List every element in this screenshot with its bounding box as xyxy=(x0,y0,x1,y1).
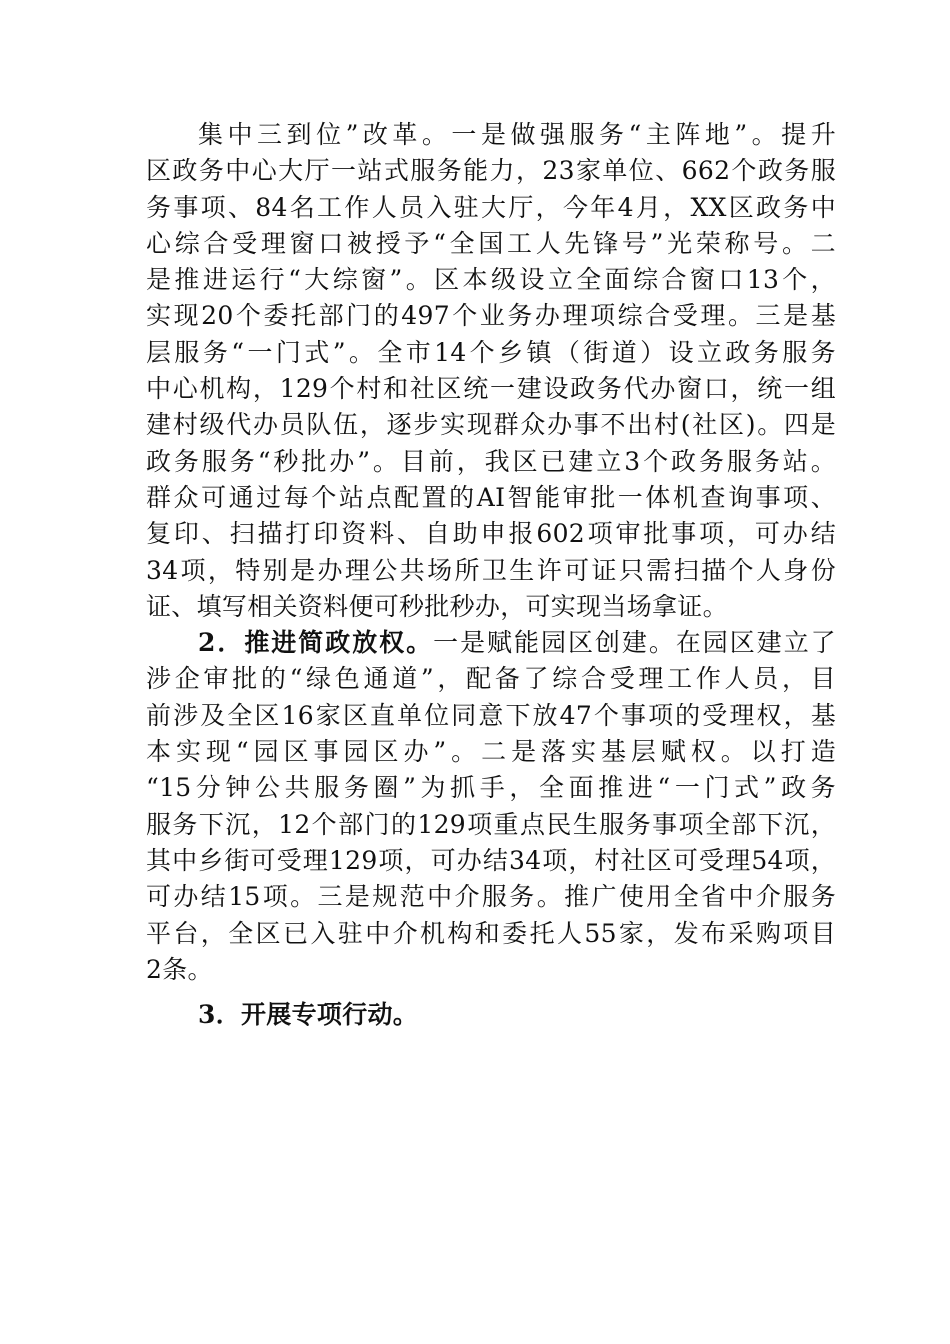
paragraph-1 xyxy=(146,117,836,625)
paragraph-line: 平台，全区已入驻中介机构和委托人55家，发布采购项目 xyxy=(146,918,836,948)
paragraph-line: 服务下沉，12个部门的129项重点民生服务事项全部下沉， xyxy=(146,809,836,839)
paragraph-line: 前涉及全区16家区直单位同意下放47个事项的受理权，基 xyxy=(146,700,836,730)
paragraph-line: 中心机构，129个村和社区统一建设政务代办窗口，统一组 xyxy=(146,374,836,404)
section-heading: 2．推进简政放权。 xyxy=(198,628,434,658)
paragraph-line: “15分钟公共服务圈”为抓手，全面推进“一门式”政务 xyxy=(146,773,836,803)
paragraph-2 xyxy=(146,625,836,988)
paragraph-3 xyxy=(146,997,836,1033)
paragraph-line: 层服务“一门式”。全市14个乡镇（街道）设立政务服务 xyxy=(146,337,836,367)
paragraph-line: 群众可通过每个站点配置的AI智能审批一体机查询事项、 xyxy=(146,482,836,512)
paragraph-line: 务事项、84名工作人员入驻大厅，今年4月，XX区政务中 xyxy=(146,192,836,222)
paragraph-line: 涉企审批的“绿色通道”，配备了综合受理工作人员，目 xyxy=(146,664,836,694)
paragraph-line: 心综合受理窗口被授予“全国工人先锋号”光荣称号。二 xyxy=(146,228,836,258)
paragraph-line: 其中乡街可受理129项，可办结34项，村社区可受理54项， xyxy=(146,845,836,875)
document-page xyxy=(146,117,836,1033)
paragraph-line: 证、填写相关资料便可秒批秒办，可实现当场拿证。 xyxy=(146,591,728,621)
paragraph-line: 可办结15项。三是规范中介服务。推广使用全省中介服务 xyxy=(146,882,836,912)
paragraph-line: 建村级代办员队伍，逐步实现群众办事不出村(社区)。四是 xyxy=(146,410,836,440)
paragraph-line: 是推进运行“大综窗”。区本级设立全面综合窗口13个， xyxy=(146,265,836,295)
paragraph-line: 政务服务“秒批办”。目前，我区已建立3个政务服务站。 xyxy=(146,446,836,476)
paragraph-line: 34项，特别是办理公共场所卫生许可证只需扫描个人身份 xyxy=(146,555,836,585)
paragraph-line: 集中三到位”改革。一是做强服务“主阵地”。提升 xyxy=(198,120,836,149)
paragraph-line: 实现20个委托部门的497个业务办理项综合受理。三是基 xyxy=(146,301,836,331)
paragraph-line: 2条。 xyxy=(146,954,213,984)
paragraph-line: 本实现“园区事园区办”。二是落实基层赋权。以打造 xyxy=(146,737,836,767)
section-heading: 3．开展专项行动。 xyxy=(198,1000,419,1030)
paragraph-text: 一是赋能园区创建。在园区建立了 xyxy=(433,628,836,658)
paragraph-line: 复印、扫描打印资料、自助申报602项审批事项，可办结 xyxy=(146,519,836,549)
paragraph-line: 区政务中心大厅一站式服务能力，23家单位、662个政务服 xyxy=(146,156,836,186)
paragraph-line xyxy=(146,625,836,661)
paragraph-line xyxy=(146,997,836,1033)
